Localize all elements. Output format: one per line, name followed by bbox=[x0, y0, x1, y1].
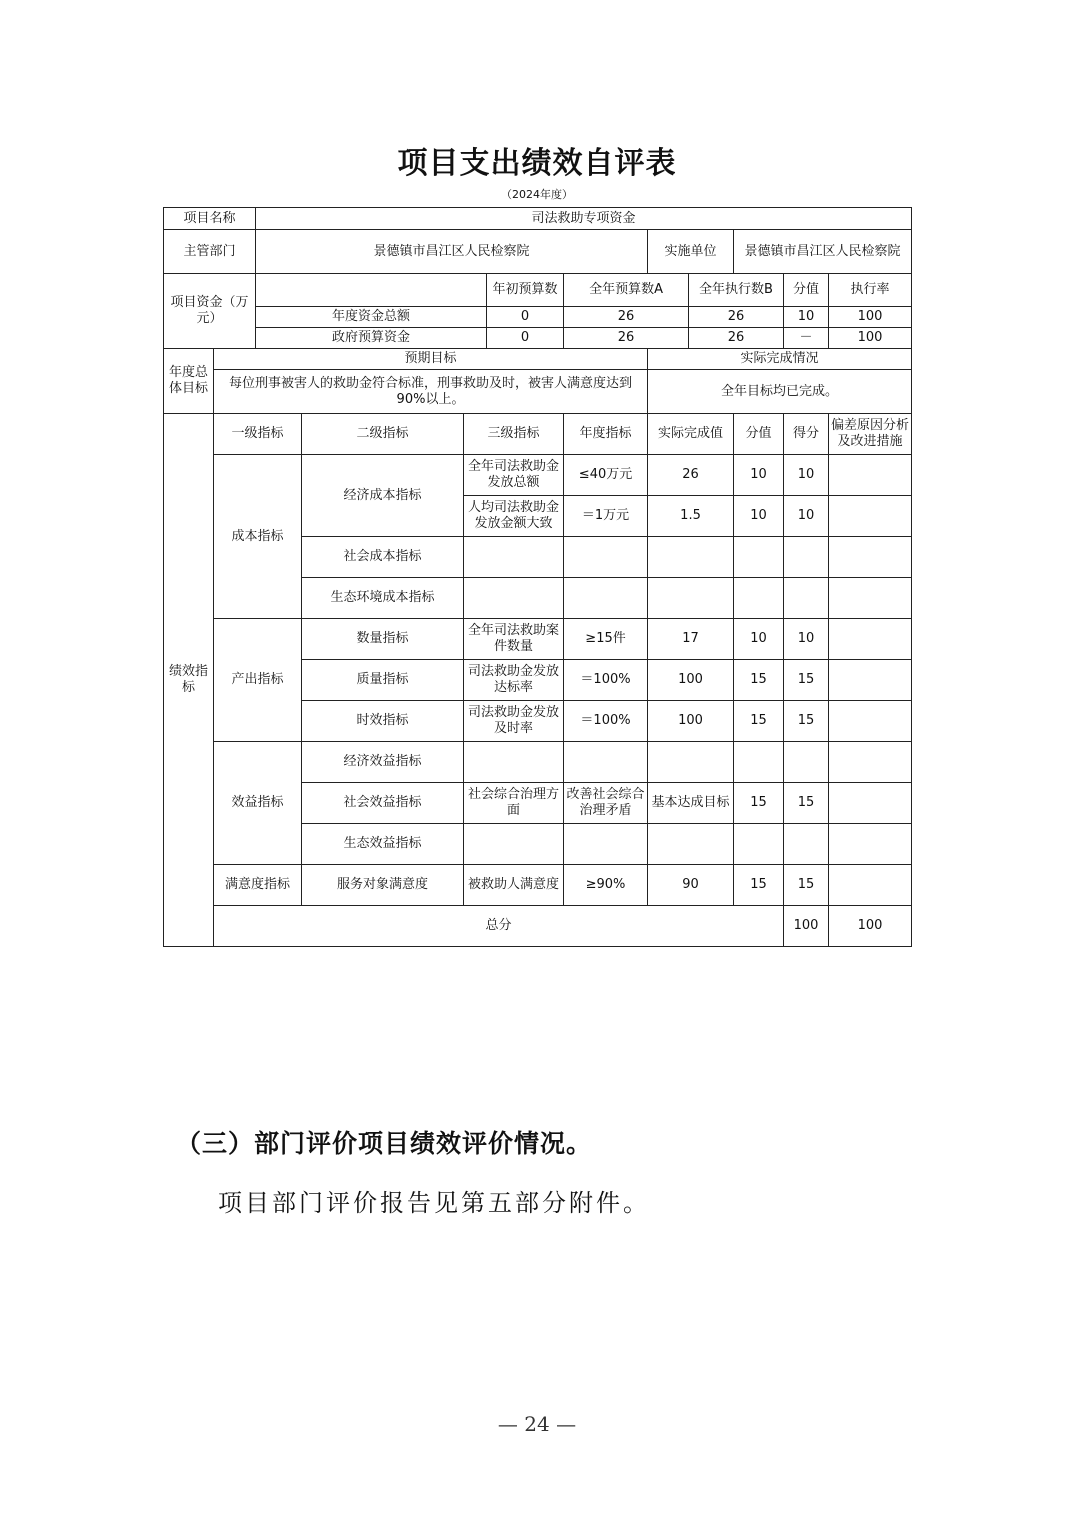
ind-header-actual: 实际完成值 bbox=[648, 414, 734, 455]
cost-eco-l2: 生态环境成本指标 bbox=[302, 578, 464, 619]
benefit-social-score: 15 bbox=[784, 783, 829, 824]
satisfaction-l2: 服务对象满意度 bbox=[302, 865, 464, 906]
goal-expected-text: 每位刑事被害人的救助金符合标准，刑事救助及时，被害人满意度达到90%以上。 bbox=[214, 370, 648, 414]
empty-cell bbox=[648, 537, 734, 578]
output-r2-deviation bbox=[829, 660, 912, 701]
empty-cell bbox=[829, 578, 912, 619]
output-r3-target: ＝100% bbox=[564, 701, 648, 742]
empty-cell bbox=[829, 742, 912, 783]
dept-label: 主管部门 bbox=[164, 230, 256, 274]
project-name-label: 项目名称 bbox=[164, 208, 256, 230]
ind-header-deviation: 偏差原因分析及改进措施 bbox=[829, 414, 912, 455]
empty-cell bbox=[784, 824, 829, 865]
benefit-eco-l2: 生态效益指标 bbox=[302, 824, 464, 865]
funds-header-budget: 全年预算数A bbox=[564, 274, 689, 307]
goal-label: 年度总体目标 bbox=[164, 349, 214, 414]
funds-header-blank bbox=[256, 274, 487, 307]
output-r1-deviation bbox=[829, 619, 912, 660]
total-value: 100 bbox=[784, 906, 829, 947]
empty-cell bbox=[829, 824, 912, 865]
benefit-econ-l2: 经济效益指标 bbox=[302, 742, 464, 783]
output-r2-actual: 100 bbox=[648, 660, 734, 701]
funds-header-initial: 年初预算数 bbox=[487, 274, 564, 307]
ind-header-l3: 三级指标 bbox=[464, 414, 564, 455]
funds-row-total-name: 年度资金总额 bbox=[256, 307, 487, 328]
output-r3-l2: 时效指标 bbox=[302, 701, 464, 742]
goal-actual-label: 实际完成情况 bbox=[648, 349, 912, 370]
funds-header-score-value: 分值 bbox=[784, 274, 829, 307]
empty-cell bbox=[464, 824, 564, 865]
cost-r2-deviation bbox=[829, 496, 912, 537]
benefit-social-target: 改善社会综合治理矛盾 bbox=[564, 783, 648, 824]
output-r2-l3: 司法救助金发放达标率 bbox=[464, 660, 564, 701]
ind-header-l1: 一级指标 bbox=[214, 414, 302, 455]
satisfaction-score: 15 bbox=[784, 865, 829, 906]
satisfaction-l1: 满意度指标 bbox=[214, 865, 302, 906]
output-r2-l2: 质量指标 bbox=[302, 660, 464, 701]
cost-social-l2: 社会成本指标 bbox=[302, 537, 464, 578]
sheet-year: （2024年度） bbox=[501, 188, 573, 201]
performance-self-evaluation-sheet bbox=[163, 143, 911, 933]
project-name-value: 司法救助专项资金 bbox=[256, 208, 912, 230]
empty-cell bbox=[464, 742, 564, 783]
empty-cell bbox=[648, 578, 734, 619]
ind-header-target: 年度指标 bbox=[564, 414, 648, 455]
empty-cell bbox=[648, 742, 734, 783]
cost-l1: 成本指标 bbox=[214, 455, 302, 619]
total-score: 100 bbox=[829, 906, 912, 947]
output-r2-target: ＝100% bbox=[564, 660, 648, 701]
ind-header-value: 分值 bbox=[734, 414, 784, 455]
output-r2-value: 15 bbox=[734, 660, 784, 701]
funds-row-total-budget: 26 bbox=[564, 307, 689, 328]
sheet-title: 项目支出绩效自评表 bbox=[397, 146, 677, 181]
empty-cell bbox=[464, 578, 564, 619]
cost-econ-l2: 经济成本指标 bbox=[302, 455, 464, 537]
benefit-l1: 效益指标 bbox=[214, 742, 302, 865]
ind-header-score: 得分 bbox=[784, 414, 829, 455]
cost-r2-score: 10 bbox=[784, 496, 829, 537]
ind-header-l2: 二级指标 bbox=[302, 414, 464, 455]
output-r1-l2: 数量指标 bbox=[302, 619, 464, 660]
benefit-social-l3: 社会综合治理方面 bbox=[464, 783, 564, 824]
satisfaction-target: ≥90% bbox=[564, 865, 648, 906]
funds-label: 项目资金（万元） bbox=[164, 274, 256, 349]
goal-expected-label: 预期目标 bbox=[214, 349, 648, 370]
empty-cell bbox=[734, 824, 784, 865]
empty-cell bbox=[784, 537, 829, 578]
satisfaction-deviation bbox=[829, 865, 912, 906]
funds-row-total-executed: 26 bbox=[689, 307, 784, 328]
output-r1-score: 10 bbox=[784, 619, 829, 660]
funds-row-gov-rate: 100 bbox=[829, 328, 912, 349]
output-r3-actual: 100 bbox=[648, 701, 734, 742]
section-heading: （三）部门评价项目绩效评价情况。 bbox=[176, 1129, 593, 1158]
output-l1: 产出指标 bbox=[214, 619, 302, 742]
total-label: 总分 bbox=[214, 906, 784, 947]
output-r3-l3: 司法救助金发放及时率 bbox=[464, 701, 564, 742]
funds-row-total-score-value: 10 bbox=[784, 307, 829, 328]
output-r3-value: 15 bbox=[734, 701, 784, 742]
page-number: — 24 — bbox=[497, 1412, 577, 1436]
cost-r2-actual: 1.5 bbox=[648, 496, 734, 537]
output-r1-value: 10 bbox=[734, 619, 784, 660]
benefit-social-l2: 社会效益指标 bbox=[302, 783, 464, 824]
satisfaction-l3: 被救助人满意度 bbox=[464, 865, 564, 906]
output-r1-actual: 17 bbox=[648, 619, 734, 660]
output-r3-score: 15 bbox=[784, 701, 829, 742]
empty-cell bbox=[564, 578, 648, 619]
empty-cell bbox=[734, 742, 784, 783]
empty-cell bbox=[564, 537, 648, 578]
empty-cell bbox=[734, 578, 784, 619]
dept-value: 景德镇市昌江区人民检察院 bbox=[256, 230, 648, 274]
output-r3-deviation bbox=[829, 701, 912, 742]
empty-cell bbox=[734, 537, 784, 578]
funds-header-rate: 执行率 bbox=[829, 274, 912, 307]
empty-cell bbox=[648, 824, 734, 865]
output-r2-score: 15 bbox=[784, 660, 829, 701]
funds-row-gov-budget: 26 bbox=[564, 328, 689, 349]
empty-cell bbox=[464, 537, 564, 578]
empty-cell bbox=[564, 742, 648, 783]
benefit-social-value: 15 bbox=[734, 783, 784, 824]
benefit-social-deviation bbox=[829, 783, 912, 824]
benefit-social-actual: 基本达成目标 bbox=[648, 783, 734, 824]
funds-row-total-initial: 0 bbox=[487, 307, 564, 328]
cost-r1-target: ≤40万元 bbox=[564, 455, 648, 496]
impl-unit-value: 景德镇市昌江区人民检察院 bbox=[734, 230, 912, 274]
funds-header-executed: 全年执行数B bbox=[689, 274, 784, 307]
satisfaction-actual: 90 bbox=[648, 865, 734, 906]
satisfaction-value: 15 bbox=[734, 865, 784, 906]
funds-row-gov-score-value: － bbox=[784, 328, 829, 349]
cost-r1-l3: 全年司法救助金发放总额 bbox=[464, 455, 564, 496]
cost-r1-actual: 26 bbox=[648, 455, 734, 496]
output-r1-target: ≥15件 bbox=[564, 619, 648, 660]
indicators-side-label: 绩效指标 bbox=[164, 414, 214, 947]
empty-cell bbox=[784, 578, 829, 619]
funds-row-gov-executed: 26 bbox=[689, 328, 784, 349]
cost-r1-value: 10 bbox=[734, 455, 784, 496]
impl-unit-label: 实施单位 bbox=[648, 230, 734, 274]
cost-r2-l3: 人均司法救助金发放金额大致 bbox=[464, 496, 564, 537]
performance-table bbox=[163, 207, 912, 947]
funds-row-gov-initial: 0 bbox=[487, 328, 564, 349]
goal-actual-text: 全年目标均已完成。 bbox=[648, 370, 912, 414]
cost-r2-value: 10 bbox=[734, 496, 784, 537]
funds-row-total-rate: 100 bbox=[829, 307, 912, 328]
section-paragraph: 项目部门评价报告见第五部分附件。 bbox=[218, 1189, 650, 1217]
cost-r1-score: 10 bbox=[784, 455, 829, 496]
empty-cell bbox=[829, 537, 912, 578]
empty-cell bbox=[564, 824, 648, 865]
funds-row-gov-name: 政府预算资金 bbox=[256, 328, 487, 349]
cost-r1-deviation bbox=[829, 455, 912, 496]
cost-r2-target: ＝1万元 bbox=[564, 496, 648, 537]
output-r1-l3: 全年司法救助案件数量 bbox=[464, 619, 564, 660]
empty-cell bbox=[784, 742, 829, 783]
